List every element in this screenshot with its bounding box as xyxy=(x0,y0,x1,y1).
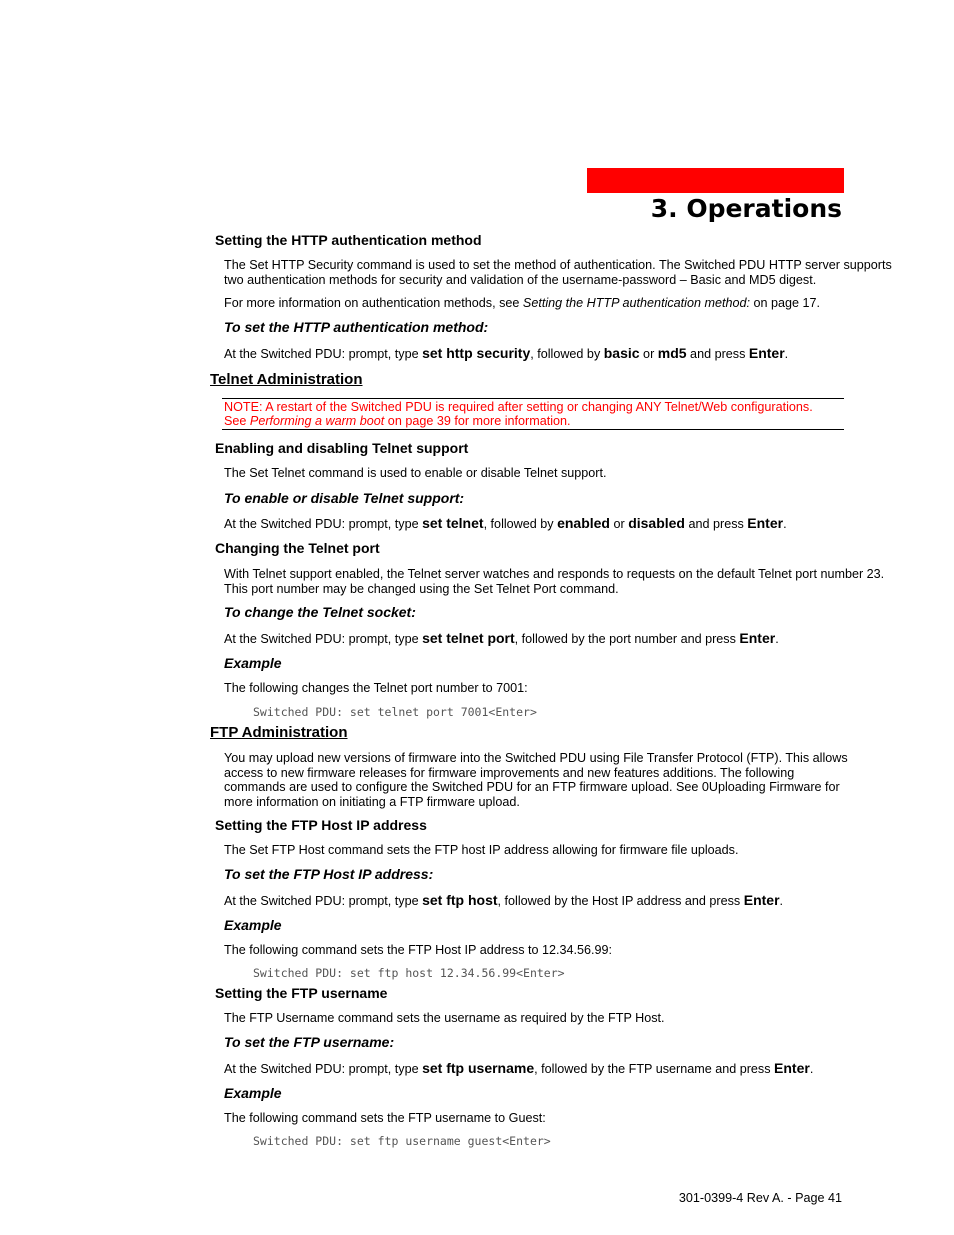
step-key: Enter xyxy=(747,515,784,531)
ftp-admin-para: You may upload new versions of firmware into the Switched PDU using File Transfer Protocol (FTP). This allows access to new firmware releases for firmware improvements and new features additions. The following commands are used to configure the Switched PDU for an FTP firmware upload. See 0Uploading Firmware for more information on initiating a FTP firmware upload. xyxy=(224,751,848,809)
step-command: set telnet xyxy=(422,515,484,531)
telnet-port-example-code: Switched PDU: set telnet port 7001<Enter> xyxy=(253,705,537,719)
step-option-basic: basic xyxy=(603,345,640,361)
ftp-host-example-label: Example xyxy=(224,917,282,933)
step-prefix: At the Switched PDU: prompt, type xyxy=(224,517,423,531)
telnet-port-para: With Telnet support enabled, the Telnet server watches and responds to requests on the default Telnet port number 23. This port number may be changed using the Set Telnet Port command. xyxy=(224,567,885,596)
step-text: , followed by the FTP username and press xyxy=(534,1062,775,1076)
step-key: Enter xyxy=(743,892,780,908)
telnet-support-heading: Enabling and disabling Telnet support xyxy=(215,440,469,456)
telnet-port-example-label: Example xyxy=(224,655,282,671)
step-end: . xyxy=(783,517,787,531)
telnet-support-para: The Set Telnet command is used to enable or disable Telnet support. xyxy=(224,466,607,480)
step-prefix: At the Switched PDU: prompt, type xyxy=(224,1062,423,1076)
step-text: and press xyxy=(686,347,749,361)
step-end: . xyxy=(809,1062,814,1076)
telnet-port-step xyxy=(224,631,894,647)
step-option-md5: md5 xyxy=(657,345,687,361)
telnet-admin-heading: Telnet Administration xyxy=(210,371,363,388)
note-see: See xyxy=(224,414,250,429)
step-option-enabled: enabled xyxy=(557,515,610,531)
ftp-user-heading: Setting the FTP username xyxy=(215,985,388,1001)
step-text: , followed by the Host IP address and press xyxy=(497,894,744,908)
step-prefix: At the Switched PDU: prompt, type xyxy=(224,347,423,361)
step-key: Enter xyxy=(739,630,776,646)
step-option-disabled: disabled xyxy=(628,515,685,531)
ftp-user-example-code: Switched PDU: set ftp username guest<Enter> xyxy=(253,1134,551,1148)
step-prefix: At the Switched PDU: prompt, type xyxy=(224,632,423,646)
note-suffix: on page 39 for more information. xyxy=(384,414,571,429)
more-info-suffix: on page 17. xyxy=(749,296,821,310)
http-auth-step xyxy=(224,346,894,362)
restart-note xyxy=(222,398,844,430)
ftp-user-step xyxy=(224,1061,894,1077)
ftp-host-example-text: The following command sets the FTP Host IP address to 12.34.56.99: xyxy=(224,943,613,957)
step-text: or xyxy=(639,347,658,361)
ftp-user-example-text: The following command sets the FTP username to Guest: xyxy=(224,1111,546,1125)
ftp-admin-heading: FTP Administration xyxy=(210,724,348,741)
ftp-host-para: The Set FTP Host command sets the FTP host IP address allowing for firmware file uploads. xyxy=(224,843,739,857)
telnet-port-heading: Changing the Telnet port xyxy=(215,540,380,556)
note-line-2 xyxy=(224,414,844,428)
step-command: set http security xyxy=(422,345,531,361)
http-auth-proc-title: To set the HTTP authentication method: xyxy=(224,319,489,335)
step-end: . xyxy=(775,632,779,646)
http-auth-heading: Setting the HTTP authentication method xyxy=(215,232,482,248)
ftp-user-proc-title: To set the FTP username: xyxy=(224,1034,395,1050)
ftp-host-example-code: Switched PDU: set ftp host 12.34.56.99<Enter> xyxy=(253,966,565,980)
more-info-ref: Setting the HTTP authentication method: xyxy=(522,296,750,310)
step-key: Enter xyxy=(748,345,785,361)
step-key: Enter xyxy=(774,1060,810,1076)
step-text: , followed by xyxy=(483,517,558,531)
note-ref: Performing a warm boot xyxy=(249,414,385,429)
telnet-port-proc-title: To change the Telnet socket: xyxy=(224,604,416,620)
ftp-host-proc-title: To set the FTP Host IP address: xyxy=(224,866,434,882)
more-info-prefix: For more information on authentication methods, see xyxy=(224,296,523,310)
ftp-host-step xyxy=(224,893,894,909)
ftp-host-heading: Setting the FTP Host IP address xyxy=(215,817,427,833)
step-command: set ftp host xyxy=(422,892,498,908)
step-text: and press xyxy=(684,517,748,531)
page-footer: 301-0399-4 Rev A. - Page 41 xyxy=(678,1191,842,1205)
step-text: , followed by the port number and press xyxy=(514,632,740,646)
chapter-title: 3. Operations xyxy=(650,194,842,223)
telnet-port-example-text: The following changes the Telnet port number to 7001: xyxy=(224,681,528,695)
telnet-support-proc-title: To enable or disable Telnet support: xyxy=(224,490,465,506)
step-prefix: At the Switched PDU: prompt, type xyxy=(224,894,423,908)
step-command: set telnet port xyxy=(422,630,515,646)
step-command: set ftp username xyxy=(422,1060,535,1076)
ftp-user-example-label: Example xyxy=(224,1085,282,1101)
note-line-1: NOTE: A restart of the Switched PDU is required after setting or changing ANY Telnet/Web configurations. xyxy=(224,400,813,414)
chapter-accent-bar xyxy=(587,168,844,193)
http-auth-more-info xyxy=(224,296,894,311)
telnet-support-step xyxy=(224,516,894,532)
step-text: or xyxy=(609,517,629,531)
step-end: . xyxy=(784,347,789,361)
http-auth-para: The Set HTTP Security command is used to set the method of authentication. The Switched PDU HTTP server supports two authentication methods for security and validation of the username-password – Basic and MD5 digest. xyxy=(224,258,892,287)
step-text: , followed by xyxy=(530,347,604,361)
step-end: . xyxy=(779,894,784,908)
ftp-user-para: The FTP Username command sets the username as required by the FTP Host. xyxy=(224,1011,665,1025)
